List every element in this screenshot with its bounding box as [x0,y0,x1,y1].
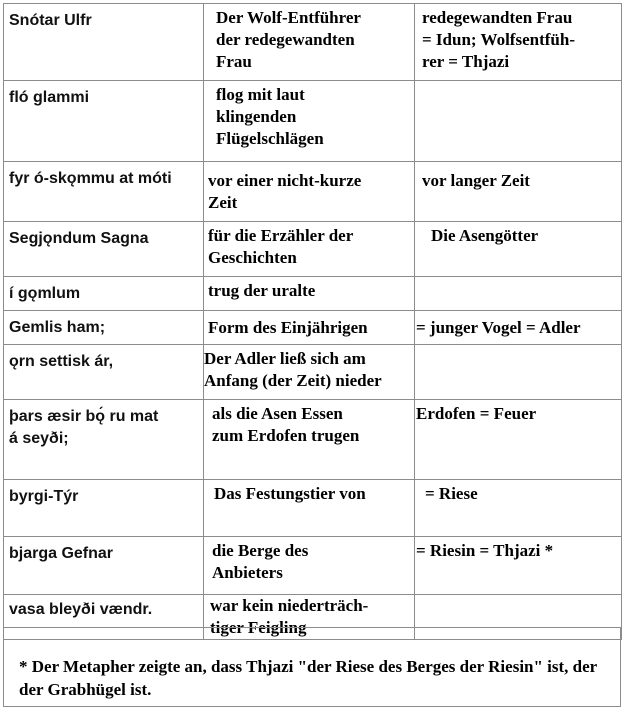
german-cell [204,480,415,537]
german-text: war kein niederträch- tiger Feigling [210,596,369,637]
german-cell [204,162,415,222]
note-text [415,81,621,84]
norse-text: byrgi-Týr [9,488,79,505]
norse-cell [4,162,204,222]
note-text: Erdofen = Feuer [416,404,537,423]
table-row [4,162,622,222]
norse-text: fló glammi [9,89,90,106]
german-cell [204,4,415,81]
norse-text: bjarga Gefnar [9,545,114,562]
table-row [4,4,622,81]
note-cell [415,162,622,222]
gloss-table [3,3,622,640]
german-cell [204,345,415,400]
table-row [4,480,622,537]
german-text: als die Asen Essen zum Erdofen trugen [212,404,360,445]
table-row [4,537,622,595]
norse-cell [4,81,204,162]
table-row [4,345,622,400]
note-cell [415,4,622,81]
table-row [4,400,622,480]
norse-cell [4,4,204,81]
note-cell [415,345,622,400]
german-cell [204,277,415,311]
norse-text: Segjǫndum Sagna [9,230,149,247]
norse-cell [4,537,204,595]
note-cell [415,480,622,537]
table-row [4,222,622,277]
note-text: redegewandten Frau = Idun; Wolfsentfüh- rer = Thjazi [422,8,575,71]
norse-text: vasa bleyði vændr. [9,601,153,618]
note-text: = junger Vogel = Adler [416,318,581,337]
german-text: Das Festungstier von [214,484,366,503]
norse-text: í gǫmlum [9,285,81,302]
table-row [4,311,622,345]
norse-text: ǫrn settisk ár, [9,353,114,370]
norse-text: Snótar Ulfr [9,12,92,29]
german-cell [204,537,415,595]
german-text: für die Erzähler der Geschichten [208,226,354,267]
note-text [415,277,621,280]
german-text: die Berge des Anbieters [212,541,309,582]
german-cell [204,81,415,162]
german-text: Form des Einjährigen [208,318,368,337]
norse-text: fyr ó-skǫmmu at móti [9,170,172,187]
german-text: Der Wolf-Entführer der redegewandten Frau [216,8,361,71]
german-cell [204,222,415,277]
footnote-text: * Der Metapher zeigte an, dass Thjazi "der Riese des Berges der Riesin" ist, der der Grabhügel ist. [19,657,597,699]
note-cell [415,222,622,277]
note-text [415,345,621,348]
german-cell [204,400,415,480]
norse-text: þars æsir bǫ́ ru mat á seyði; [9,408,159,447]
norse-cell [4,480,204,537]
table-row [4,81,622,162]
note-cell [415,311,622,345]
note-text: Die Asengötter [431,226,539,245]
german-text: Der Adler ließ sich am Anfang (der Zeit) nieder [204,349,382,390]
german-text: vor einer nicht-kurze Zeit [208,171,362,212]
norse-text: Gemlis ham; [9,319,106,336]
note-cell [415,537,622,595]
note-text: = Riesin = Thjazi * [416,541,554,560]
note-cell [415,81,622,162]
norse-cell [4,311,204,345]
norse-cell [4,277,204,311]
footnote-cell [3,627,621,707]
norse-cell [4,222,204,277]
note-cell [415,400,622,480]
german-text: flog mit laut klingenden Flügelschlägen [216,85,324,148]
note-cell [415,277,622,311]
norse-cell [4,345,204,400]
german-text: trug der uralte [208,281,316,300]
german-cell [204,311,415,345]
norse-cell [4,400,204,480]
note-text: vor langer Zeit [422,171,530,190]
table-row [4,277,622,311]
note-text: = Riese [425,484,478,503]
